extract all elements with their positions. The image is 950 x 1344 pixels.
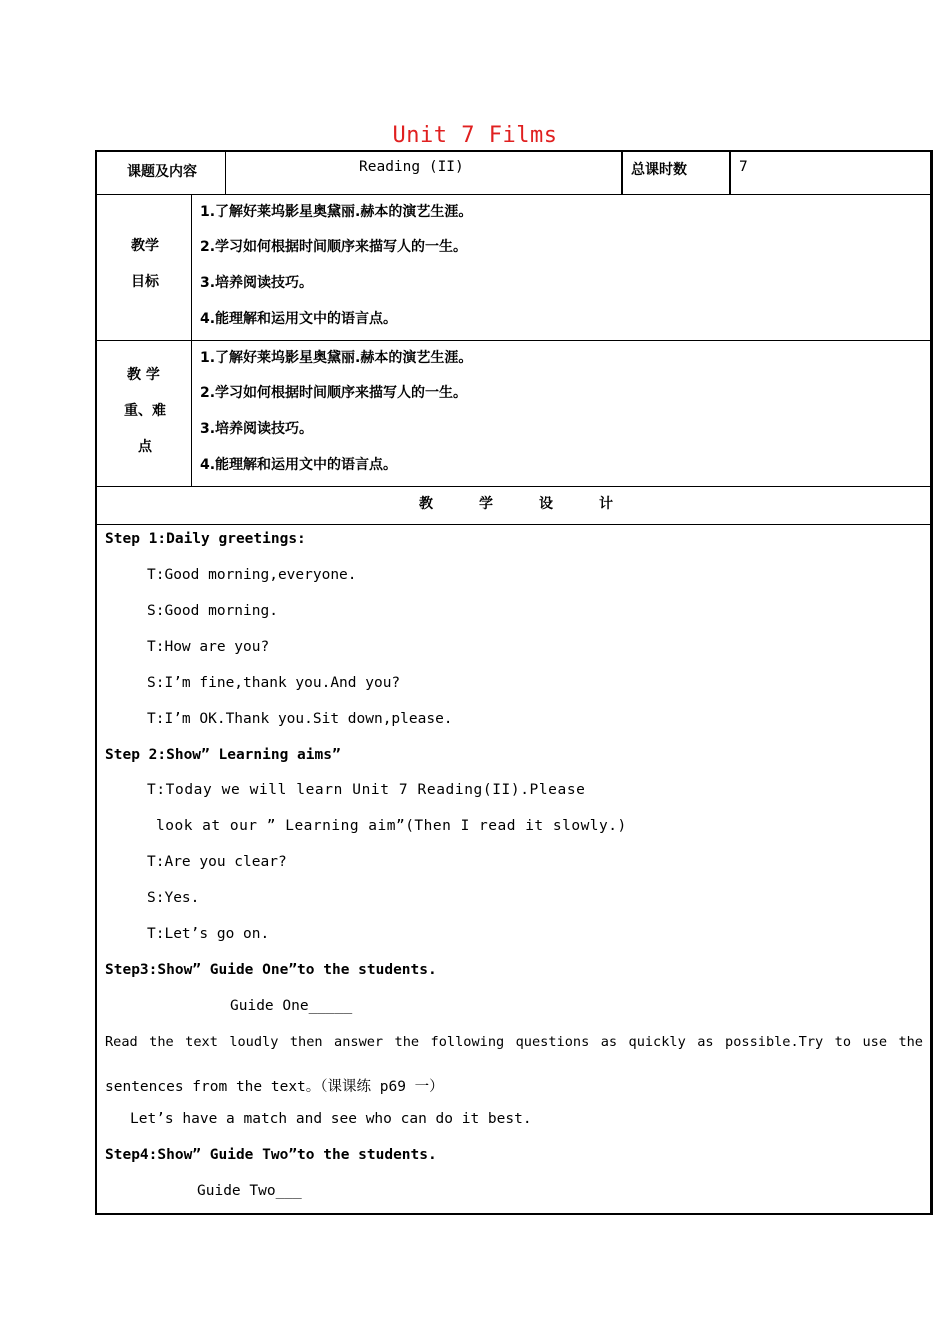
keypoint-item: 1.了解好莱坞影星奥黛丽.赫本的演艺生涯。 (200, 350, 473, 366)
row-divider (97, 524, 930, 525)
design-header-char: 教 (419, 496, 433, 512)
col-divider (225, 152, 226, 194)
lesson-plan-table (95, 150, 933, 1215)
step-heading: Step 1:Daily greetings: (105, 531, 306, 547)
guide-label: Guide Two___ (197, 1183, 302, 1199)
row-divider (97, 194, 930, 195)
col-divider (729, 152, 731, 194)
instruction-paragraph: sentences from the text。（课课练 p69 一） (105, 1079, 444, 1095)
objective-item: 2.学习如何根据时间顺序来描写人的一生。 (200, 239, 468, 255)
objective-item: 3.培养阅读技巧。 (200, 275, 314, 291)
keypoint-item: 3.培养阅读技巧。 (200, 421, 314, 437)
hours-label: 总课时数 (631, 162, 687, 178)
objective-item: 1.了解好莱坞影星奥黛丽.赫本的演艺生涯。 (200, 204, 473, 220)
row-divider (97, 486, 930, 487)
dialogue-line: T:Good morning,everyone. (147, 567, 357, 583)
guide-label: Guide One_____ (230, 998, 353, 1014)
dialogue-line: S:I’m fine,thank you.And you? (147, 675, 401, 691)
topic-value: Reading (II) (359, 159, 464, 175)
instruction-paragraph: Read the text loudly then answer the following questions as quickly as possible.Try to use the (105, 1034, 923, 1050)
step-heading: Step 2:Show” Learning aims” (105, 747, 341, 763)
keypoints-label-1: 教 学 (127, 367, 160, 383)
objectives-label-1: 教学 (131, 238, 159, 254)
keypoint-item: 4.能理解和运用文中的语言点。 (200, 457, 398, 473)
design-header-char: 学 (479, 496, 493, 512)
topic-label: 课题及内容 (127, 164, 197, 180)
dialogue-line: T:Today we will learn Unit 7 Reading(II).Please (147, 782, 586, 798)
design-header-char: 设 (539, 496, 553, 512)
objective-item: 4.能理解和运用文中的语言点。 (200, 311, 398, 327)
keypoints-label-3: 点 (138, 439, 152, 455)
step-heading: Step4:Show” Guide Two”to the students. (105, 1147, 437, 1163)
col-divider (191, 194, 192, 486)
keypoints-label-2: 重、难 (124, 403, 166, 419)
row-divider (97, 340, 930, 341)
dialogue-line: T:Are you clear? (147, 854, 287, 870)
instruction-line: Let’s have a match and see who can do it best. (130, 1111, 532, 1127)
hours-value: 7 (739, 159, 748, 175)
dialogue-line: T:Let’s go on. (147, 926, 270, 942)
keypoint-item: 2.学习如何根据时间顺序来描写人的一生。 (200, 385, 468, 401)
dialogue-line: S:Good morning. (147, 603, 278, 619)
dialogue-line: S:Yes. (147, 890, 200, 906)
document-title: Unit 7 Films (392, 123, 558, 148)
col-divider (621, 152, 623, 194)
dialogue-line: look at our ” Learning aim”(Then I read it slowly.) (156, 818, 627, 834)
objectives-label-2: 目标 (131, 274, 159, 290)
design-header-char: 计 (599, 496, 613, 512)
dialogue-line: T:How are you? (147, 639, 270, 655)
step-heading: Step3:Show” Guide One”to the students. (105, 962, 437, 978)
dialogue-line: T:I’m OK.Thank you.Sit down,please. (147, 711, 453, 727)
